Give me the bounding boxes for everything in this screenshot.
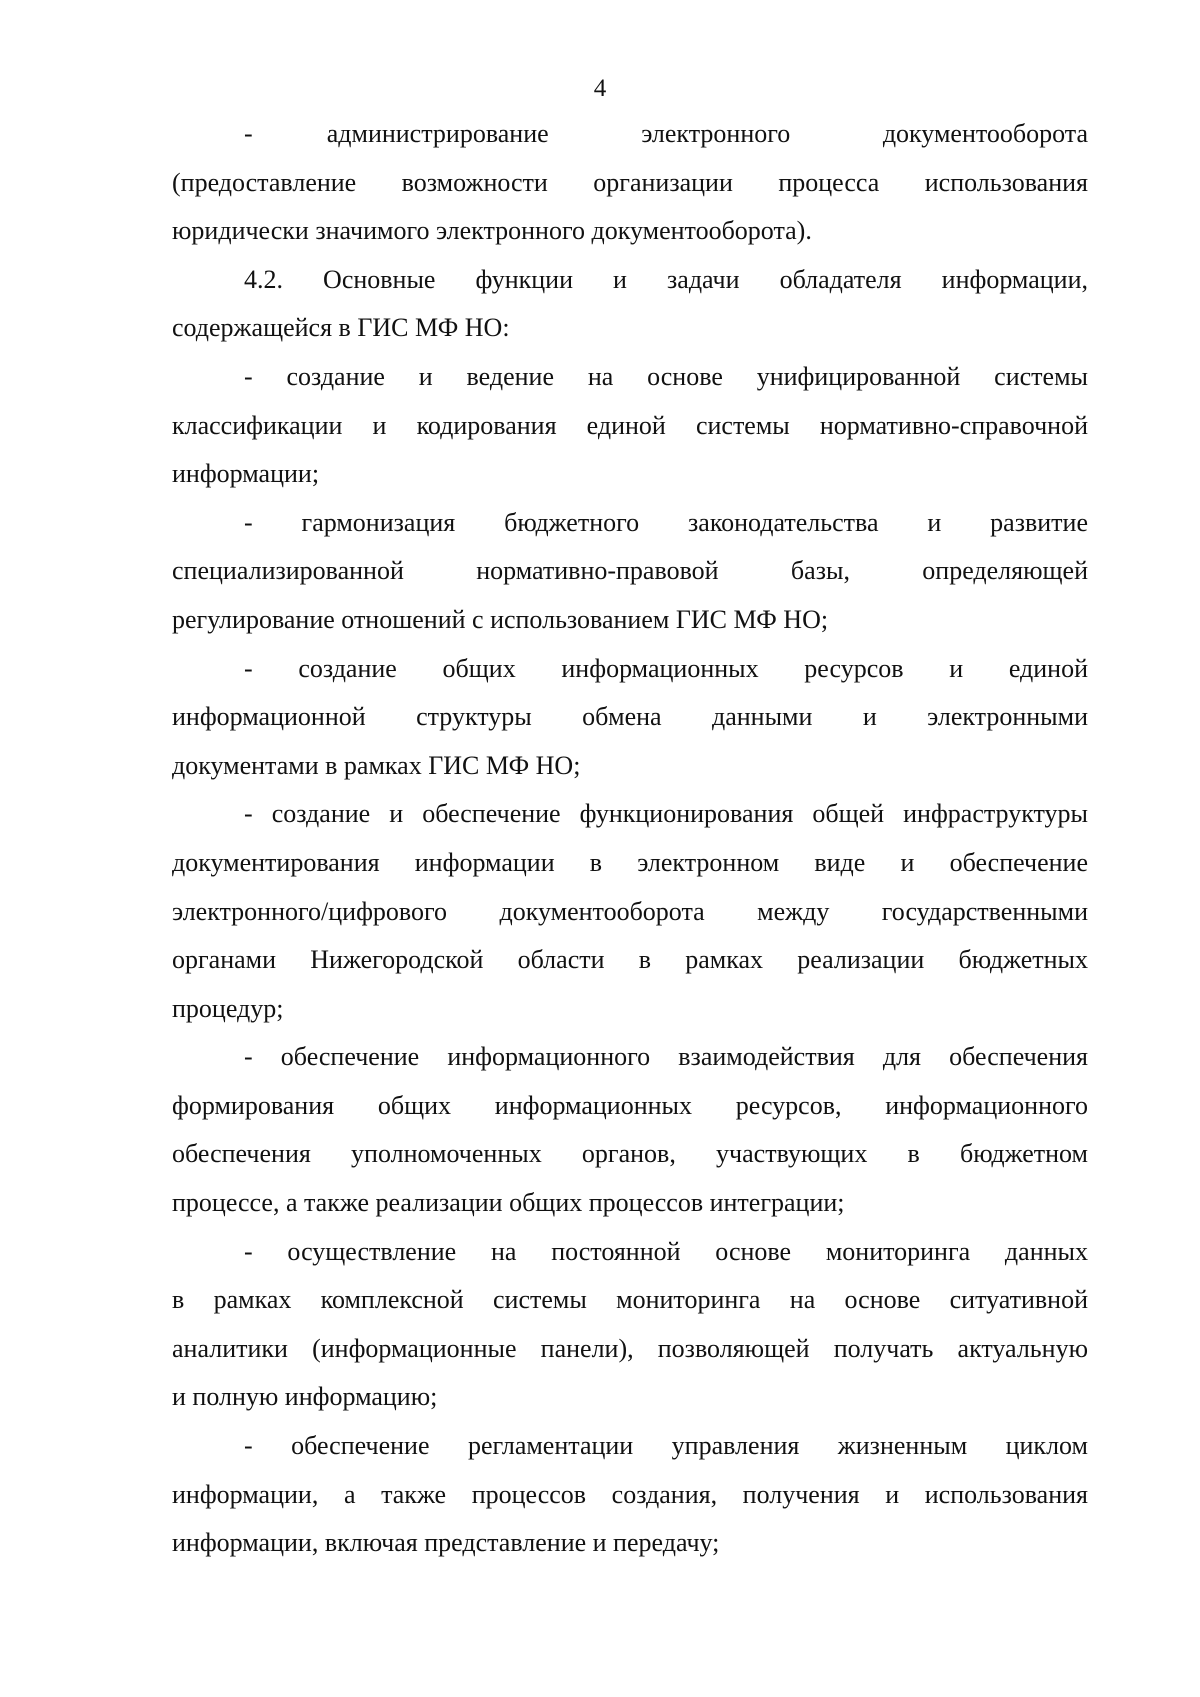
text-line: информации;	[172, 459, 320, 489]
text-line: документирования информации в электронном виде и обеспечение	[172, 847, 1088, 877]
text-line: 4.2. Основные функции и задачи обладателя информации,	[244, 264, 1088, 294]
text-line: электронного/цифрового документооборота между государственными	[172, 896, 1088, 926]
text-line: - обеспечение информационного взаимодействия для обеспечения	[244, 1042, 1088, 1072]
text-line: органами Нижегородской области в рамках реализации бюджетных	[172, 945, 1088, 975]
text-line: - создание общих информационных ресурсов и единой	[244, 653, 1088, 683]
text-line: процессе, а также реализации общих процессов интеграции;	[172, 1188, 845, 1218]
text-line: специализированной нормативно-правовой базы, определяющей	[172, 556, 1088, 586]
paragraph-harmonization	[172, 499, 1088, 645]
text-line: процедур;	[172, 993, 284, 1023]
text-line: информации, включая представление и передачу;	[172, 1528, 720, 1558]
text-line: - осуществление на постоянной основе мониторинга данных	[244, 1236, 1088, 1266]
text-line: классификации и кодирования единой системы нормативно-справочной	[172, 410, 1088, 440]
text-line: содержащейся в ГИС МФ НО:	[172, 313, 510, 343]
text-line: - создание и ведение на основе унифицированной системы	[244, 361, 1088, 391]
page-number: 4	[593, 75, 607, 102]
text-line: в рамках комплексной системы мониторинга на основе ситуативной	[172, 1285, 1088, 1315]
text-line: - создание и обеспечение функционирования общей инфраструктуры	[244, 799, 1088, 829]
text-line: информационной структуры обмена данными и электронными	[172, 702, 1088, 732]
text-line: аналитики (информационные панели), позволяющей получать актуальную	[172, 1333, 1088, 1363]
text-line: регулирование отношений с использованием ГИС МФ НО;	[172, 604, 829, 634]
text-line: - гармонизация бюджетного законодательства и развитие	[244, 507, 1088, 537]
paragraph-interaction	[172, 1033, 1088, 1227]
text-line: (предоставление возможности организации процесса использования	[172, 167, 1088, 197]
text-line: юридически значимого электронного документооборота).	[172, 216, 812, 246]
text-line: документами в рамках ГИС МФ НО;	[172, 750, 581, 780]
paragraph-classification	[172, 353, 1088, 499]
text-line: - обеспечение регламентации управления жизненным циклом	[244, 1431, 1088, 1461]
paragraph-infrastructure	[172, 790, 1088, 1033]
text-line: и полную информацию;	[172, 1382, 438, 1412]
paragraph-monitoring	[172, 1228, 1088, 1422]
document-body	[172, 110, 1088, 1568]
paragraph-section-4-2	[172, 256, 1088, 353]
paragraph-lifecycle	[172, 1422, 1088, 1568]
paragraph-information-resources	[172, 645, 1088, 791]
text-line: - администрирование электронного документооборота	[244, 119, 1088, 148]
paragraph-administration	[172, 110, 1088, 256]
text-line: информации, а также процессов создания, получения и использования	[172, 1479, 1088, 1509]
text-line: обеспечения уполномоченных органов, участвующих в бюджетном	[172, 1139, 1088, 1169]
text-line: формирования общих информационных ресурсов, информационного	[172, 1090, 1088, 1120]
